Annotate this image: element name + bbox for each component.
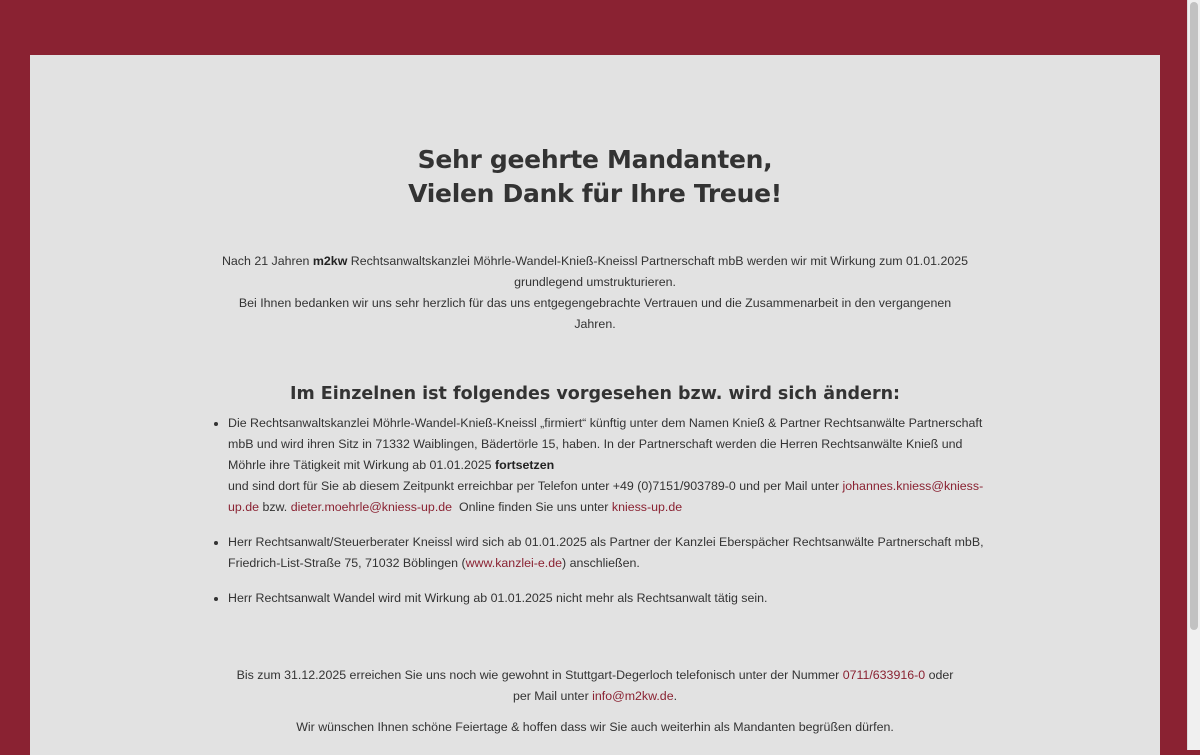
intro-part2: Rechtsanwaltskanzlei Möhrle-Wandel-Knieß-Kneissl Partnerschaft mbB werden wir mit Wirkung zum 01.01.2025 grundlegend umstrukturieren. (347, 254, 969, 289)
contact-text2: oder (925, 668, 954, 682)
scrollbar-thumb[interactable] (1190, 2, 1198, 630)
email-link-kniess[interactable]: johannes.kniess@kniess-up.de (228, 479, 984, 514)
brand-name: m2kw (312, 254, 348, 268)
website-link-kniess[interactable]: kniess-up.de (611, 500, 683, 514)
change-list (210, 413, 988, 609)
contact-text4: . (673, 689, 678, 703)
page-title-line2: Vielen Dank für Ihre Treue! (408, 179, 782, 208)
item1-text4: Online finden Sie uns unter (452, 500, 612, 514)
intro-thanks: Bei Ihnen bedanken wir uns sehr herzlich für das uns entgegengebrachte Vertrauen und die Zusammenarbeit in den vergangenen Jahren. (238, 296, 952, 331)
intro-paragraph (220, 251, 970, 293)
email-link-info[interactable]: info@m2kw.de (592, 689, 674, 703)
item1-line2 (228, 476, 988, 518)
item1-text1: Die Rechtsanwaltskanzlei Möhrle-Wandel-Knieß-Kneissl „firmiert“ künftig unter dem Namen Knieß & Partner Rechtsanwälte Partnerschaft mbB und wird ihren Sitz in 71332 Waiblingen, Bädertörle 15, haben. In der Partnerschaft werden die Herren Rechtsanwälte Knieß und Möhrle ihre Tätigkeit mit Wirkung ab 01.01.2025 (228, 416, 983, 472)
contact-text1: Bis zum 31.12.2025 erreichen Sie uns noch wie gewohnt in Stuttgart-Degerloch telefonisch unter der Nummer (236, 668, 843, 682)
list-item (228, 532, 988, 574)
item2-text1: Herr Rechtsanwalt/Steuerberater Kneissl wird sich ab 01.01.2025 als Partner der Kanzlei Eberspächer Rechtsanwälte Partnerschaft mbB, Friedrich-List-Straße 75, 71032 Böblingen ( (228, 535, 984, 570)
item1-bold: fortsetzen (495, 458, 555, 472)
item2-text2: ) anschließen. (562, 556, 640, 570)
item3-text: Herr Rechtsanwalt Wandel wird mit Wirkung ab 01.01.2025 nicht mehr als Rechtsanwalt tätig sein. (228, 591, 768, 605)
page-title-line1: Sehr geehrte Mandanten, (417, 145, 773, 174)
email-link-moehrle[interactable]: dieter.moehrle@kniess-up.de (290, 500, 453, 514)
contact-line1 (30, 665, 1160, 686)
contact-text3: per Mail unter (512, 689, 593, 703)
vertical-scrollbar[interactable] (1187, 0, 1200, 750)
closing-text: Wir wünschen Ihnen schöne Feiertage & hoffen dass wir Sie auch weiterhin als Mandanten begrüßen dürfen. (296, 720, 894, 734)
section-title: Im Einzelnen ist folgendes vorgesehen bzw. wird sich ändern: (289, 383, 901, 404)
content-card (30, 55, 1160, 755)
item1-text3: bzw. (259, 500, 291, 514)
list-item (228, 588, 988, 609)
contact-line2 (30, 686, 1160, 707)
intro-text (220, 251, 970, 335)
website-link-kanzlei-e[interactable]: www.kanzlei-e.de (465, 556, 563, 570)
phone-link[interactable]: 0711/633916-0 (842, 668, 926, 682)
page-title (30, 143, 1160, 211)
contact-info (30, 665, 1160, 707)
item1-text2: und sind dort für Sie ab diesem Zeitpunkt erreichbar per Telefon unter +49 (0)7151/903789-0 und per Mail unter (228, 479, 843, 493)
list-item (228, 413, 988, 518)
intro-part1: Nach 21 Jahren (221, 254, 313, 268)
